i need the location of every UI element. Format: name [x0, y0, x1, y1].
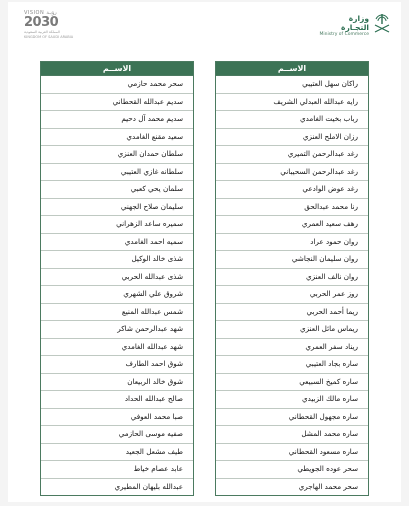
table-row: شهد عبدالرحمن شاكر: [41, 321, 193, 339]
table-row: سديم محمد آل دحيم: [41, 111, 193, 129]
table-row: رغد عوض الوادعي: [216, 181, 368, 199]
table-header-name: الاســم: [216, 62, 368, 76]
table-row: شذى عبدالله الحربي: [41, 269, 193, 287]
names-table-right: [215, 61, 369, 496]
names-table-left: [40, 61, 194, 496]
document-page: [8, 2, 401, 502]
table-row: روان حمود عراد: [216, 234, 368, 252]
table-row: رزان الاملح العنزي: [216, 129, 368, 147]
table-row: شوق احمد الطارف: [41, 356, 193, 374]
table-row: صالح عبدالله الحداد: [41, 391, 193, 409]
table-row: رباب بخيت الغامدي: [216, 111, 368, 129]
table-row: رغد عبدالرحمن السحيباني: [216, 164, 368, 182]
table-row: ساره بجاد العتيبي: [216, 356, 368, 374]
ministry-logo: [319, 12, 391, 36]
table-row: رنا محمد عبدالحق: [216, 199, 368, 217]
table-row: ساره محمد المشل: [216, 426, 368, 444]
table-row: سديم عبدالله القحطاني: [41, 94, 193, 112]
table-row: عابد عصام خياط: [41, 461, 193, 479]
table-row: راكان سهل العتيبي: [216, 76, 368, 94]
vision-2030-logo: [24, 10, 74, 40]
table-row: صفيه موسى الحازمي: [41, 426, 193, 444]
vision-country: المملكة العربية السعودية KINGDOM OF SAUDI ARABIA: [24, 30, 74, 39]
table-row: رهف سعيد العمري: [216, 216, 368, 234]
ministry-text: [319, 14, 369, 38]
table-body: [216, 76, 368, 495]
table-header-name: الاســم: [41, 62, 193, 76]
table-row: ريماس مائل العنزي: [216, 321, 368, 339]
table-row: سحر عوده الجويطي: [216, 461, 368, 479]
table-row: سميره ساعد الزهراني: [41, 216, 193, 234]
table-row: ساره مجهول القحطاني: [216, 409, 368, 427]
vision-label: VISION رؤيـة: [24, 10, 57, 16]
table-row: سحر محمد حازمي: [41, 76, 193, 94]
palm-swords-emblem-icon: [373, 12, 391, 34]
table-row: ريناد سفر العمري: [216, 339, 368, 357]
table-row: سليمان صلاح الجهني: [41, 199, 193, 217]
table-row: سعيد مقنع الغامدي: [41, 129, 193, 147]
table-row: شهد عبدالله الغامدي: [41, 339, 193, 357]
table-row: شذى خالد الوكيل: [41, 251, 193, 269]
table-row: سلطانه غازي العتيبي: [41, 164, 193, 182]
table-row: شروق علي الشهري: [41, 286, 193, 304]
table-row: صبا محمد العوفي: [41, 409, 193, 427]
table-row: عبدالله بليهان المطيري: [114, 481, 183, 491]
table-row: ساره مسعود القحطاني: [216, 444, 368, 462]
table-row: رغد عبدالرحمن التميري: [216, 146, 368, 164]
table-row: سميه احمد الغامدي: [41, 234, 193, 252]
table-row: شمس عبدالله المنيع: [41, 304, 193, 322]
table-row: روز عمر الحربي: [216, 286, 368, 304]
table-row: روان سليمان النجاشي: [216, 251, 368, 269]
table-body: [41, 76, 193, 495]
ministry-name-en: Ministry of Commerce: [319, 32, 369, 37]
table-row: سحر محمد الهاجري: [298, 481, 358, 491]
table-row: طيف مشعل الجعيد: [41, 444, 193, 462]
document-header: [8, 2, 401, 46]
table-row: ساره مالك الزبيدي: [216, 391, 368, 409]
table-row: ريما أحمد الحربي: [216, 304, 368, 322]
vision-year: 2030: [24, 15, 59, 30]
table-row: سلطان حمدان العنزي: [41, 146, 193, 164]
table-row: ساره كميخ السبيعي: [216, 374, 368, 392]
table-row: رايه عبدالله العبدلي الشريف: [216, 94, 368, 112]
ministry-name-ar: وزارة التجـارة: [341, 14, 369, 32]
table-row: شوق خالد الربيعان: [41, 374, 193, 392]
table-row: روان نالف العنزي: [216, 269, 368, 287]
table-row: سلمان يحي كعبي: [41, 181, 193, 199]
